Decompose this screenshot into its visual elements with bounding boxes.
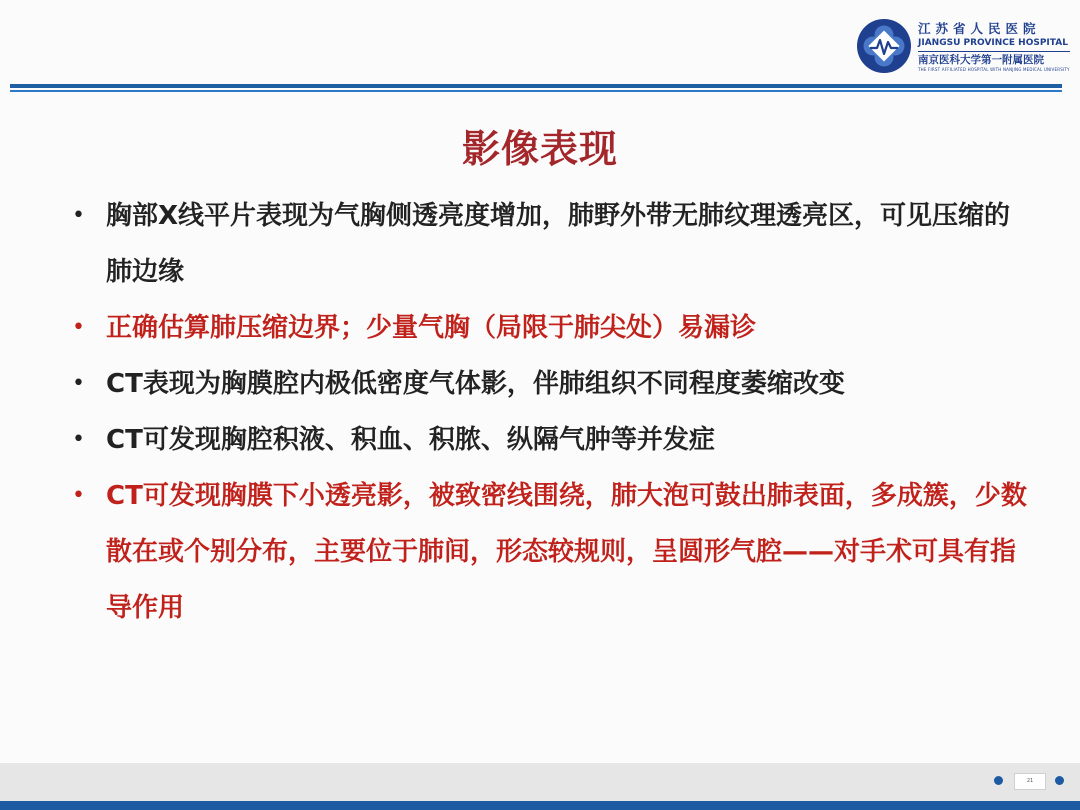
bullet-dot-icon: • (72, 371, 85, 396)
bullet-text: CT表现为胸膜腔内极低密度气体影，伴肺组织不同程度萎缩改变 (106, 369, 845, 399)
bullet-item (70, 356, 1030, 412)
bullet-dot-icon: • (72, 427, 85, 452)
prev-dot-icon (994, 776, 1003, 785)
footer-band (0, 763, 1080, 801)
header-rule-thin (10, 90, 1062, 92)
slide-title: 影像表现 (461, 127, 618, 171)
bullet-dot-icon: • (72, 203, 85, 228)
bullet-text: CT可发现胸膜下小透亮影，被致密线围绕，肺大泡可鼓出肺表面，多成簇，少数散在或个别分布，主要位于肺间，形态较规则，呈圆形气腔——对手术可具有指导作用 (106, 481, 1027, 623)
bullet-item (70, 468, 1030, 636)
bullet-item (70, 188, 1030, 300)
hospital-logo (856, 18, 1070, 74)
bullet-text: 正确估算肺压缩边界；少量气胸（局限于肺尖处）易漏诊 (106, 313, 757, 343)
footer-bar (0, 801, 1080, 810)
bullet-dot-icon: • (72, 483, 85, 508)
bullet-dot-icon: • (72, 315, 85, 340)
hospital-emblem-icon (856, 18, 912, 74)
logo-name-cn: 江苏省人民医院 (918, 21, 1041, 36)
logo-text (918, 22, 1070, 73)
bullet-text: CT可发现胸腔积液、积血、积脓、纵隔气肿等并发症 (106, 425, 715, 455)
logo-affiliation-cn: 南京医科大学第一附属医院 (918, 51, 1070, 67)
bullet-item (70, 300, 1030, 356)
bullet-text: 胸部X线平片表现为气胸侧透亮度增加，肺野外带无肺纹理透亮区，可见压缩的肺边缘 (106, 201, 1011, 287)
logo-name-en: JIANGSU PROVINCE HOSPITAL (918, 38, 1068, 48)
next-dot-icon (1055, 776, 1064, 785)
logo-affiliation-en: THE FIRST AFFILIATED HOSPITAL WITH NANJING MEDICAL UNIVERSITY (918, 67, 1070, 72)
bullet-list (70, 188, 1030, 636)
header-rule-thick (10, 84, 1062, 88)
bullet-item (70, 412, 1030, 468)
page-number: 21 (1014, 773, 1046, 790)
